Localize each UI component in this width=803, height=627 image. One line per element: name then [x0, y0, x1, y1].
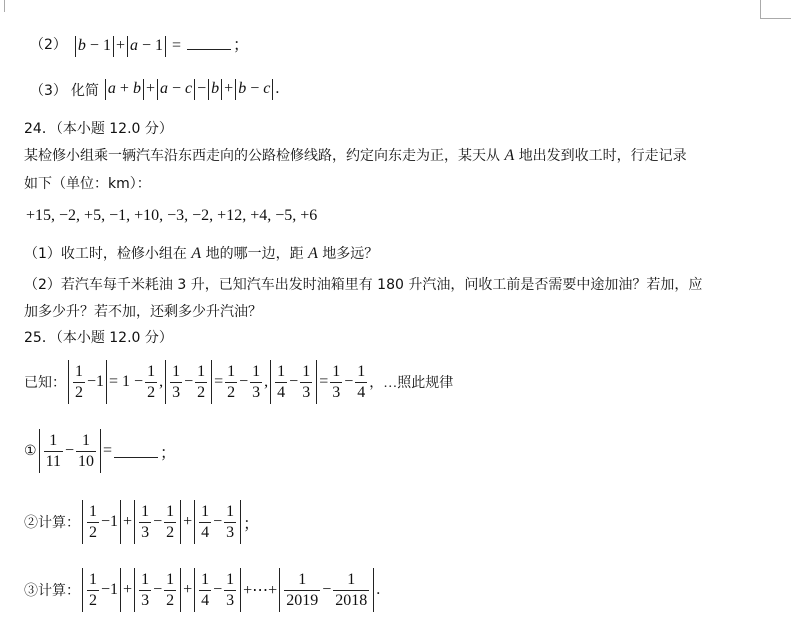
answer-blank[interactable] [114, 445, 158, 458]
q24-header: 24．（本小题 12.0 分） [24, 121, 173, 137]
q25-header: 25．（本小题 12.0 分） [24, 330, 173, 346]
q24-subquestion-1 [24, 243, 378, 263]
q24-text-line2: 如下（单位：km）： [24, 176, 151, 192]
q23-item-3-number: （3） [30, 82, 67, 99]
q25-known-pattern: 已知： $\frac{1}{2}$ −1 = 1 − $\frac{1}{2}$ , $\frac{1}{3}$ − $\frac{1}{2}$ = $\frac{1}{2}$ − $\frac{1}{3}$ , $\frac{1}{4}$ − $\frac{1}{3}$ = $\frac{1}{3}$ − $\frac{1}{4}$ ，…照此规律 [24, 360, 453, 404]
q25-item-3: ③计算： $\frac{1}{2}$ −1 + $\frac{1}{3}$ − $\frac{1}{2}$ + $\frac{1}{4}$ − $\frac{1}{3}$ +⋯+ $\frac{1}{2019}$ − $\frac{1}{2018}$ . [24, 568, 380, 612]
q24-subquestion-2-line1: （2）若汽车每千米耗油 3 升，已知汽车出发时油箱里有 180 升汽油，问收工前是否需要中途加油？若加，应 [24, 277, 703, 293]
point-a: A [504, 147, 515, 164]
answer-blank[interactable] [187, 37, 231, 50]
q24-text-line1-start: 某检修小组乘一辆汽车沿东西走向的公路检修线路，约定向东走为正，某天从 [24, 148, 500, 164]
q24-record: +15, −2, +5, −1, +10, −3, −2, +12, +4, −5, +6 [26, 207, 318, 224]
q24-s1-part-c: 地多远？ [322, 246, 379, 262]
q23-item-3 [30, 79, 279, 100]
point-a: A [191, 245, 202, 262]
q25-item-1: ① $\frac{1}{11}$ − $\frac{1}{10}$ = ； [24, 429, 176, 473]
page-corner-mark-right [760, 0, 791, 19]
q23-item-3-label: 化简 [70, 82, 99, 99]
point-a: A [308, 245, 318, 262]
q25-known-label: 已知： [24, 376, 66, 391]
q23-item-2 [30, 32, 249, 57]
q25-item-1-number: ① [24, 443, 37, 459]
q25-pattern-tail: ，…照此规律 [369, 376, 454, 391]
q24-subquestion-2-line2: 加多少升？若不加，还剩多少升汽油？ [24, 304, 262, 320]
q23-item-3-expression: a + b + a − c − b + b − c . [103, 79, 279, 100]
q25-item-2-label: ②计算： [24, 516, 80, 531]
q24-text-line1-end: 地出发到收工时，行走记录 [518, 148, 687, 164]
q25-item-2: ②计算： $\frac{1}{2}$ −1 + $\frac{1}{3}$ − $\frac{1}{2}$ + $\frac{1}{4}$ − $\frac{1}{3}$ ； [24, 500, 259, 544]
q25-item-3-label: ③计算： [24, 584, 80, 599]
q24-s1-part-a: （1）收工时，检修小组在 [24, 246, 187, 262]
q24-s1-part-b: 地的哪一边，距 [205, 246, 304, 262]
q23-item-2-expression: b − 1 + a − 1 = ； [73, 32, 249, 57]
q24-text-line1 [24, 145, 687, 165]
q23-item-2-number: （2） [30, 37, 67, 54]
page-corner-mark-left [0, 0, 5, 12]
